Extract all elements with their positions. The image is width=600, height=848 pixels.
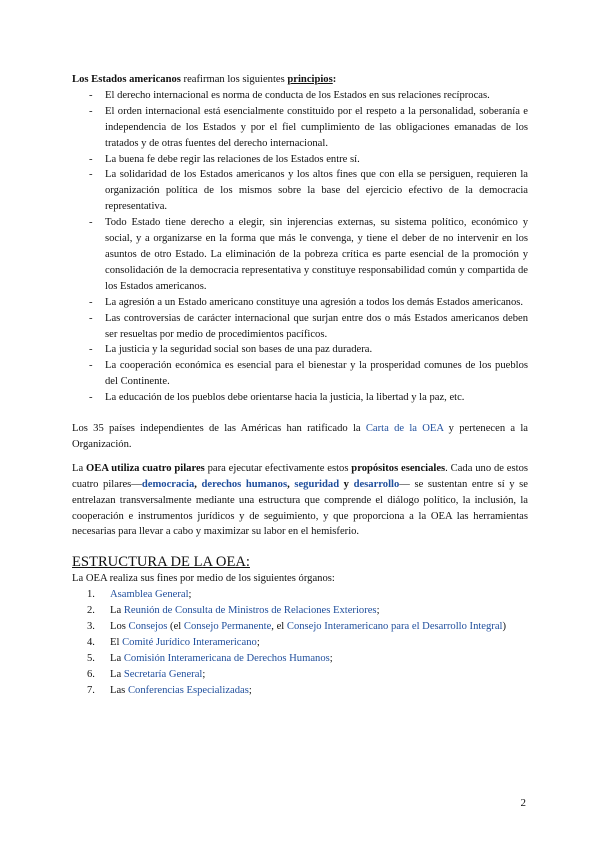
organs-list <box>72 587 528 698</box>
document-page <box>72 72 528 699</box>
list-item: - Todo Estado tiene derecho a elegir, sin injerencias externas, su sistema político, económico y social, y a organizarse en la forma que más le convenga, y tiene el deber de no intervenir en los asuntos de otro Estado. La eliminación de la pobreza crítica es parte esencial de la promoción y consolidación de la democracia representativa y constituye responsabilidad común y compartida de los Estados americanos. <box>89 217 528 292</box>
list-item: - El derecho internacional es norma de conducta de los Estados en sus relaciones recíprocas. <box>89 89 490 101</box>
principles-list <box>72 88 528 406</box>
intro-text: reafirman los siguientes <box>180 74 288 85</box>
list-item: - La educación de los pueblos debe orientarse hacia la justicia, la libertad y la paz, etc. <box>89 392 465 404</box>
structure-heading: ESTRUCTURA DE LA OEA: <box>72 554 250 571</box>
charter-link[interactable]: Carta de la OEA <box>365 423 444 435</box>
list-item: 6. La Secretaría General; <box>87 668 206 680</box>
list-item: - Las controversias de carácter internacional que surjan entre dos o más Estados americanos deben ser resueltas por medio de procedimientos pacíficos. <box>89 312 528 340</box>
list-item: 4. El Comité Jurídico Interamericano; <box>87 637 260 648</box>
intro-subject: Los Estados americanos <box>72 74 181 85</box>
general-assembly-link[interactable]: Asamblea General <box>110 589 189 601</box>
structure-lead: La OEA realiza sus fines por medio de los siguientes órganos: <box>72 573 335 585</box>
security-link[interactable]: seguridad <box>294 478 340 490</box>
development-council-link[interactable]: Consejo Interamericano para el Desarrollo Integral <box>286 621 503 633</box>
intro-colon: : <box>332 74 337 85</box>
ministers-meeting-link[interactable]: Reunión de Consulta de Ministros de Relaciones Exteriores <box>123 605 377 617</box>
list-item: 3. Los Consejos (el Consejo Permanente, el Consejo Interamericano para el Desarrollo Integral) <box>87 621 507 633</box>
specialized-conferences-link[interactable]: Conferencias Especializadas <box>127 684 249 696</box>
list-item: - La cooperación económica es esencial para el bienestar y la prosperidad comunes de los pueblos del Continente. <box>89 360 528 388</box>
ratification-paragraph: Los 35 países independientes de las Américas han ratificado la Carta de la OEA y pertenecen a la Organización. <box>72 423 528 450</box>
list-item: 2. La Reunión de Consulta de Ministros de Relaciones Exteriores; <box>87 605 380 617</box>
list-item: 5. La Comisión Interamericana de Derechos Humanos; <box>87 652 333 664</box>
councils-link[interactable]: Consejos <box>128 621 168 633</box>
general-secretariat-link[interactable]: Secretaría General <box>123 668 203 680</box>
principles-intro <box>72 72 528 88</box>
list-item: - La solidaridad de los Estados americanos y los altos fines que con ella se persiguen, requieren la organización política de los mismos sobre la base del ejercicio efectivo de la democracia representativa. <box>89 169 528 213</box>
pillars-paragraph: La OEA utiliza cuatro pilares para ejecutar efectivamente estos propósitos esenciales. Cada uno de estos cuatro pilares—democracia, derechos humanos, seguridad y desarrollo— se sustentan entre sí y se entrelazan transversalmente mediante una estructura que comprende el diálogo político, la inclusión, la cooperación e instrumentos jurídicos y de seguimiento, y que proporciona a la OEA las herramientas necesarias para llevar a cabo y maximizar su labor en el hemisferio. <box>72 462 528 538</box>
list-item: 7. Las Conferencias Especializadas; <box>87 684 252 696</box>
juridical-committee-link[interactable]: Comité Jurídico Interamericano <box>122 637 257 648</box>
list-item: - La buena fe debe regir las relaciones de los Estados entre sí. <box>89 153 360 165</box>
intro-principles-term: principios <box>287 74 333 85</box>
human-rights-link[interactable]: derechos humanos <box>201 478 288 490</box>
list-item: - El orden internacional está esencialmente constituido por el respeto a la personalidad, soberanía e independencia de los Estados y por el fiel cumplimiento de las obligaciones emanadas de los tratados y de otras fuentes del derecho internacional. <box>89 105 528 149</box>
page-number: 2 <box>520 797 526 809</box>
list-item: - La justicia y la seguridad social son bases de una paz duradera. <box>89 344 373 356</box>
development-link[interactable]: desarrollo <box>353 478 400 490</box>
democracy-link[interactable]: democracia <box>141 478 195 490</box>
list-item: 1. Asamblea General; <box>87 589 192 601</box>
permanent-council-link[interactable]: Consejo Permanente <box>183 621 272 633</box>
human-rights-commission-link[interactable]: Comisión Interamericana de Derechos Humanos <box>123 652 330 664</box>
list-item: - La agresión a un Estado americano constituye una agresión a todos los demás Estados americanos. <box>89 296 524 308</box>
